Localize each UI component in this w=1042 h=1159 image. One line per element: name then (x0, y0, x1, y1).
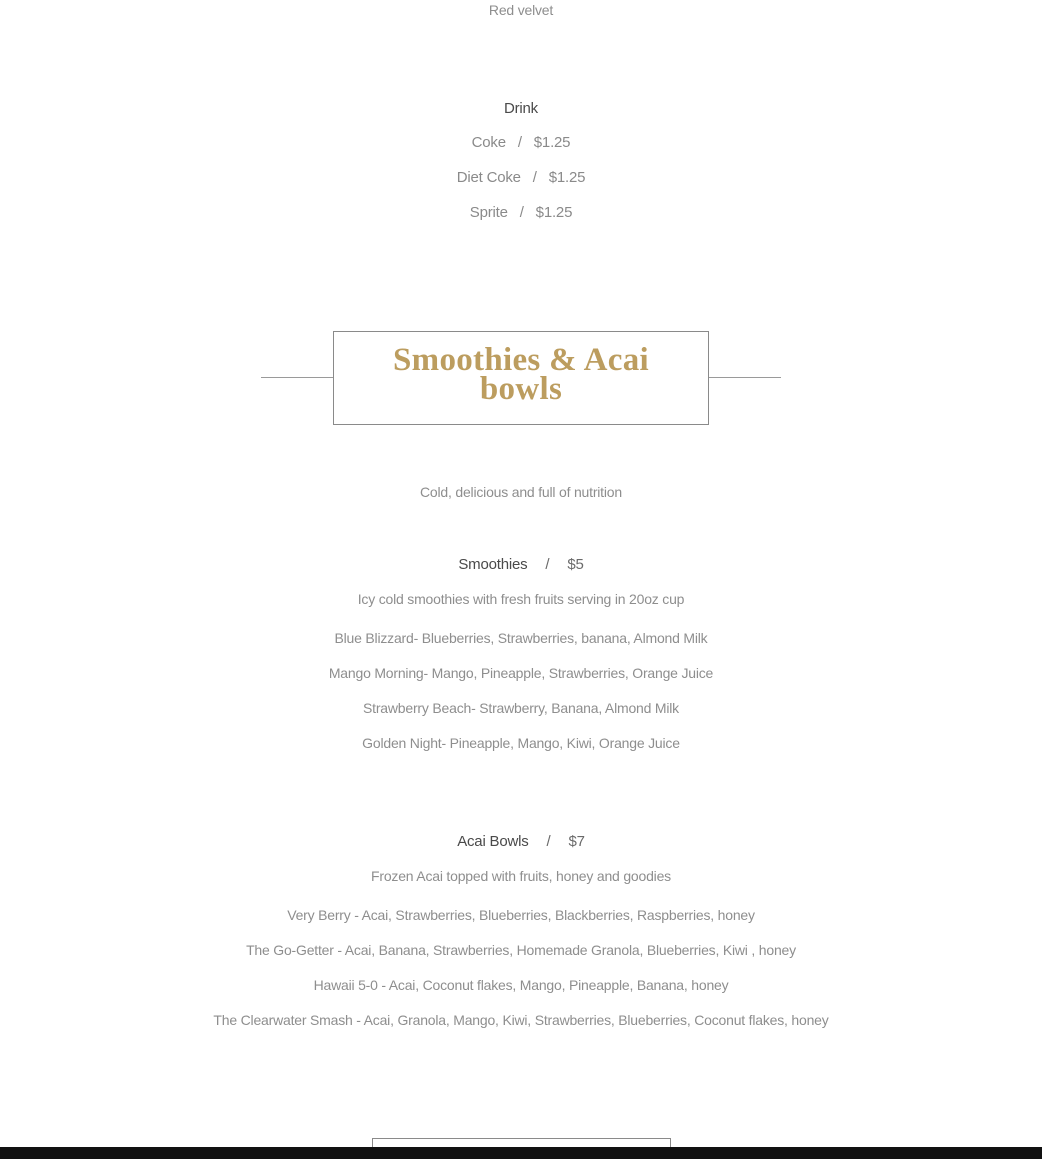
drink-separator: / (519, 204, 524, 221)
drink-item-sprite (0, 204, 1042, 221)
smoothie-item: Strawberry Beach- Strawberry, Banana, Almond Milk (363, 700, 679, 716)
drink-heading: Drink (503, 100, 538, 117)
cake-item-red-velvet: Red velvet (488, 2, 554, 18)
acai-name: Acai Bowls (457, 833, 529, 850)
smoothies-price: $5 (567, 556, 584, 573)
bottom-bar (0, 1147, 1042, 1159)
title-divider-right (709, 377, 781, 378)
smoothies-description: Icy cold smoothies with fresh fruits serving in 20oz cup (357, 591, 685, 607)
drink-name: Sprite (469, 204, 508, 221)
drink-separator: / (517, 134, 522, 151)
drink-price: $1.25 (535, 204, 573, 221)
drink-name: Coke (471, 134, 506, 151)
acai-item: The Go-Getter - Acai, Banana, Strawberries, Homemade Granola, Blueberries, Kiwi , honey (246, 942, 796, 958)
section-title-line2: bowls (479, 371, 563, 407)
acai-item: The Clearwater Smash - Acai, Granola, Mango, Kiwi, Strawberries, Blueberries, Coconut flakes, honey (213, 1012, 829, 1028)
smoothies-heading (0, 556, 1042, 573)
acai-separator: / (546, 833, 551, 850)
section-tagline: Cold, delicious and full of nutrition (420, 484, 622, 500)
drink-separator: / (532, 169, 537, 186)
smoothie-item: Golden Night- Pineapple, Mango, Kiwi, Orange Juice (362, 735, 680, 751)
drink-item-diet-coke (0, 169, 1042, 186)
drink-name: Diet Coke (456, 169, 521, 186)
acai-price: $7 (568, 833, 585, 850)
smoothies-name: Smoothies (458, 556, 528, 573)
smoothie-item: Mango Morning- Mango, Pineapple, Strawberries, Orange Juice (328, 665, 714, 681)
title-divider-left (261, 377, 333, 378)
section-title (334, 342, 708, 407)
acai-item: Hawaii 5-0 - Acai, Coconut flakes, Mango, Pineapple, Banana, honey (313, 977, 729, 993)
section-title-line1: Smoothies & Acai (393, 342, 649, 378)
smoothies-separator: / (545, 556, 550, 573)
smoothie-item: Blue Blizzard- Blueberries, Strawberries, banana, Almond Milk (334, 630, 708, 646)
acai-description: Frozen Acai topped with fruits, honey and goodies (371, 868, 671, 884)
drink-item-coke (0, 134, 1042, 151)
acai-heading (0, 833, 1042, 850)
drink-price: $1.25 (548, 169, 586, 186)
section-title-box (333, 331, 709, 425)
drink-price: $1.25 (533, 134, 571, 151)
acai-item: Very Berry - Acai, Strawberries, Blueberries, Blackberries, Raspberries, honey (287, 907, 755, 923)
